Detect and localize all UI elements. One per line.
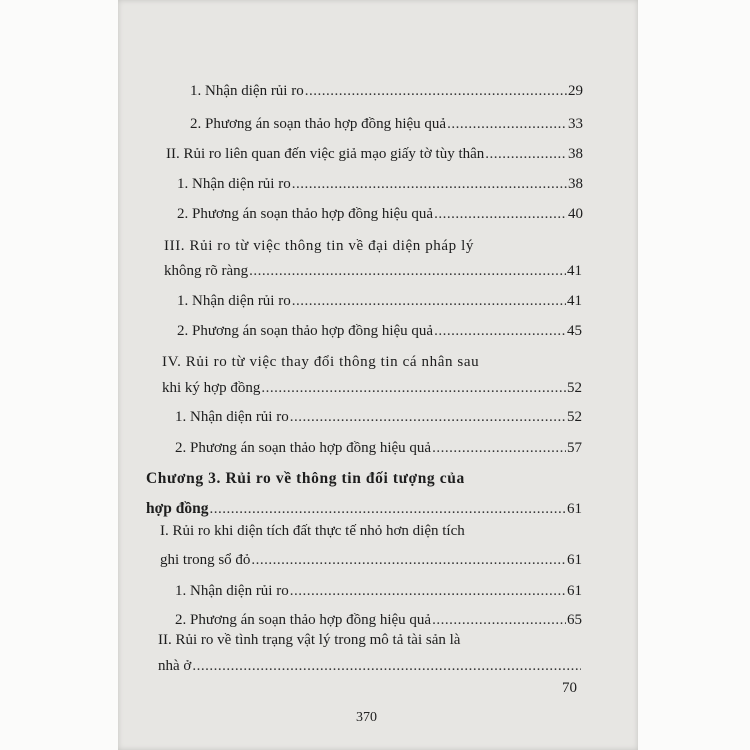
toc-entry-label: 2. Phương án soạn thảo hợp đồng hiệu quả <box>190 116 447 132</box>
toc-entry <box>175 583 582 600</box>
toc-entry-label: hợp đồng <box>146 500 209 517</box>
toc-entry-label: 2. Phương án soạn thảo hợp đồng hiệu quả <box>177 323 434 339</box>
toc-entry-label: ghi trong sổ đỏ <box>160 552 251 568</box>
toc-entry-label: không rõ ràng <box>164 263 249 279</box>
toc-entry-page: 41 <box>567 263 582 279</box>
toc-leader-dots <box>290 409 566 426</box>
toc-entry <box>177 176 583 193</box>
toc-leader-dots <box>434 206 567 223</box>
toc-entry-first-line: I. Rủi ro khi diện tích đất thực tế nhỏ hơn diện tích <box>160 523 465 539</box>
toc-leader-dots <box>305 83 567 100</box>
toc-entry <box>175 612 582 629</box>
page-number: 370 <box>356 710 377 725</box>
toc-entry-page: 52 <box>567 380 582 396</box>
toc-entry-page: 61 <box>567 552 582 568</box>
toc-leader-dots <box>290 583 566 600</box>
toc-entry <box>175 440 582 457</box>
toc-entry-page: 33 <box>568 116 583 132</box>
toc-leader-dots <box>292 176 567 193</box>
toc-leader-dots <box>251 552 566 569</box>
toc-leader-dots <box>209 501 566 518</box>
toc-entry-label: II. Rủi ro liên quan đến việc giả mạo giấy tờ tùy thân <box>166 146 485 162</box>
toc-leader-dots <box>192 658 581 675</box>
toc-entry-label: 2. Phương án soạn thảo hợp đồng hiệu quả <box>177 206 434 222</box>
toc-entry-page: 38 <box>568 146 583 162</box>
toc-entry <box>160 552 582 569</box>
toc-entry <box>175 409 582 426</box>
toc-entry-page: 57 <box>567 440 582 456</box>
toc-entry-first-line: II. Rủi ro về tình trạng vật lý trong mô tả tài sản là <box>158 632 461 648</box>
toc-entry-label: 2. Phương án soạn thảo hợp đồng hiệu quả <box>175 440 432 456</box>
toc-entry <box>162 380 582 397</box>
toc-entry-page: 40 <box>568 206 583 222</box>
toc-entry <box>190 116 583 133</box>
toc-entry-page: 65 <box>567 612 582 628</box>
toc-entry-page: 70 <box>562 680 577 696</box>
toc-entry-first-line: IV. Rủi ro từ việc thay đổi thông tin cá nhân sau <box>162 354 480 370</box>
toc-entry-label: nhà ở <box>158 658 192 674</box>
toc-entry <box>177 293 582 310</box>
toc-leader-dots <box>261 380 566 397</box>
toc-entry <box>146 500 582 518</box>
toc-entry-first-line: III. Rủi ro từ việc thông tin về đại diện pháp lý <box>164 238 474 254</box>
toc-entry-label: 1. Nhận diện rủi ro <box>175 409 289 425</box>
toc-leader-dots <box>249 263 566 280</box>
toc-leader-dots <box>292 293 566 310</box>
toc-entry-label: 1. Nhận diện rủi ro <box>177 176 291 192</box>
toc-entry-page: 52 <box>567 409 582 425</box>
toc-leader-dots <box>434 323 566 340</box>
toc-entry-page: 61 <box>567 501 582 517</box>
toc-leader-dots <box>485 146 567 163</box>
toc-entry <box>164 263 582 280</box>
toc-entry-label: 1. Nhận diện rủi ro <box>177 293 291 309</box>
toc-leader-dots <box>432 612 566 629</box>
chapter-heading: Chương 3. Rủi ro về thông tin đối tượng của <box>146 470 465 487</box>
toc-entry-label: khi ký hợp đồng <box>162 380 261 396</box>
toc-entry <box>177 323 582 340</box>
toc-entry-page: 61 <box>567 583 582 599</box>
toc-leader-dots <box>432 440 566 457</box>
toc-entry-label: 2. Phương án soạn thảo hợp đồng hiệu quả <box>175 612 432 628</box>
toc-entry-page: 29 <box>568 83 583 99</box>
toc-entry-page: 41 <box>567 293 582 309</box>
toc-entry <box>166 146 583 163</box>
toc-entry <box>190 83 583 100</box>
toc-entry <box>158 658 582 675</box>
toc-entry-page: 45 <box>567 323 582 339</box>
toc-entry <box>177 206 583 223</box>
toc-leader-dots <box>447 116 567 133</box>
toc-entry-label: 1. Nhận diện rủi ro <box>175 583 289 599</box>
toc-entry-label: 1. Nhận diện rủi ro <box>190 83 304 99</box>
toc-entry-page: 38 <box>568 176 583 192</box>
